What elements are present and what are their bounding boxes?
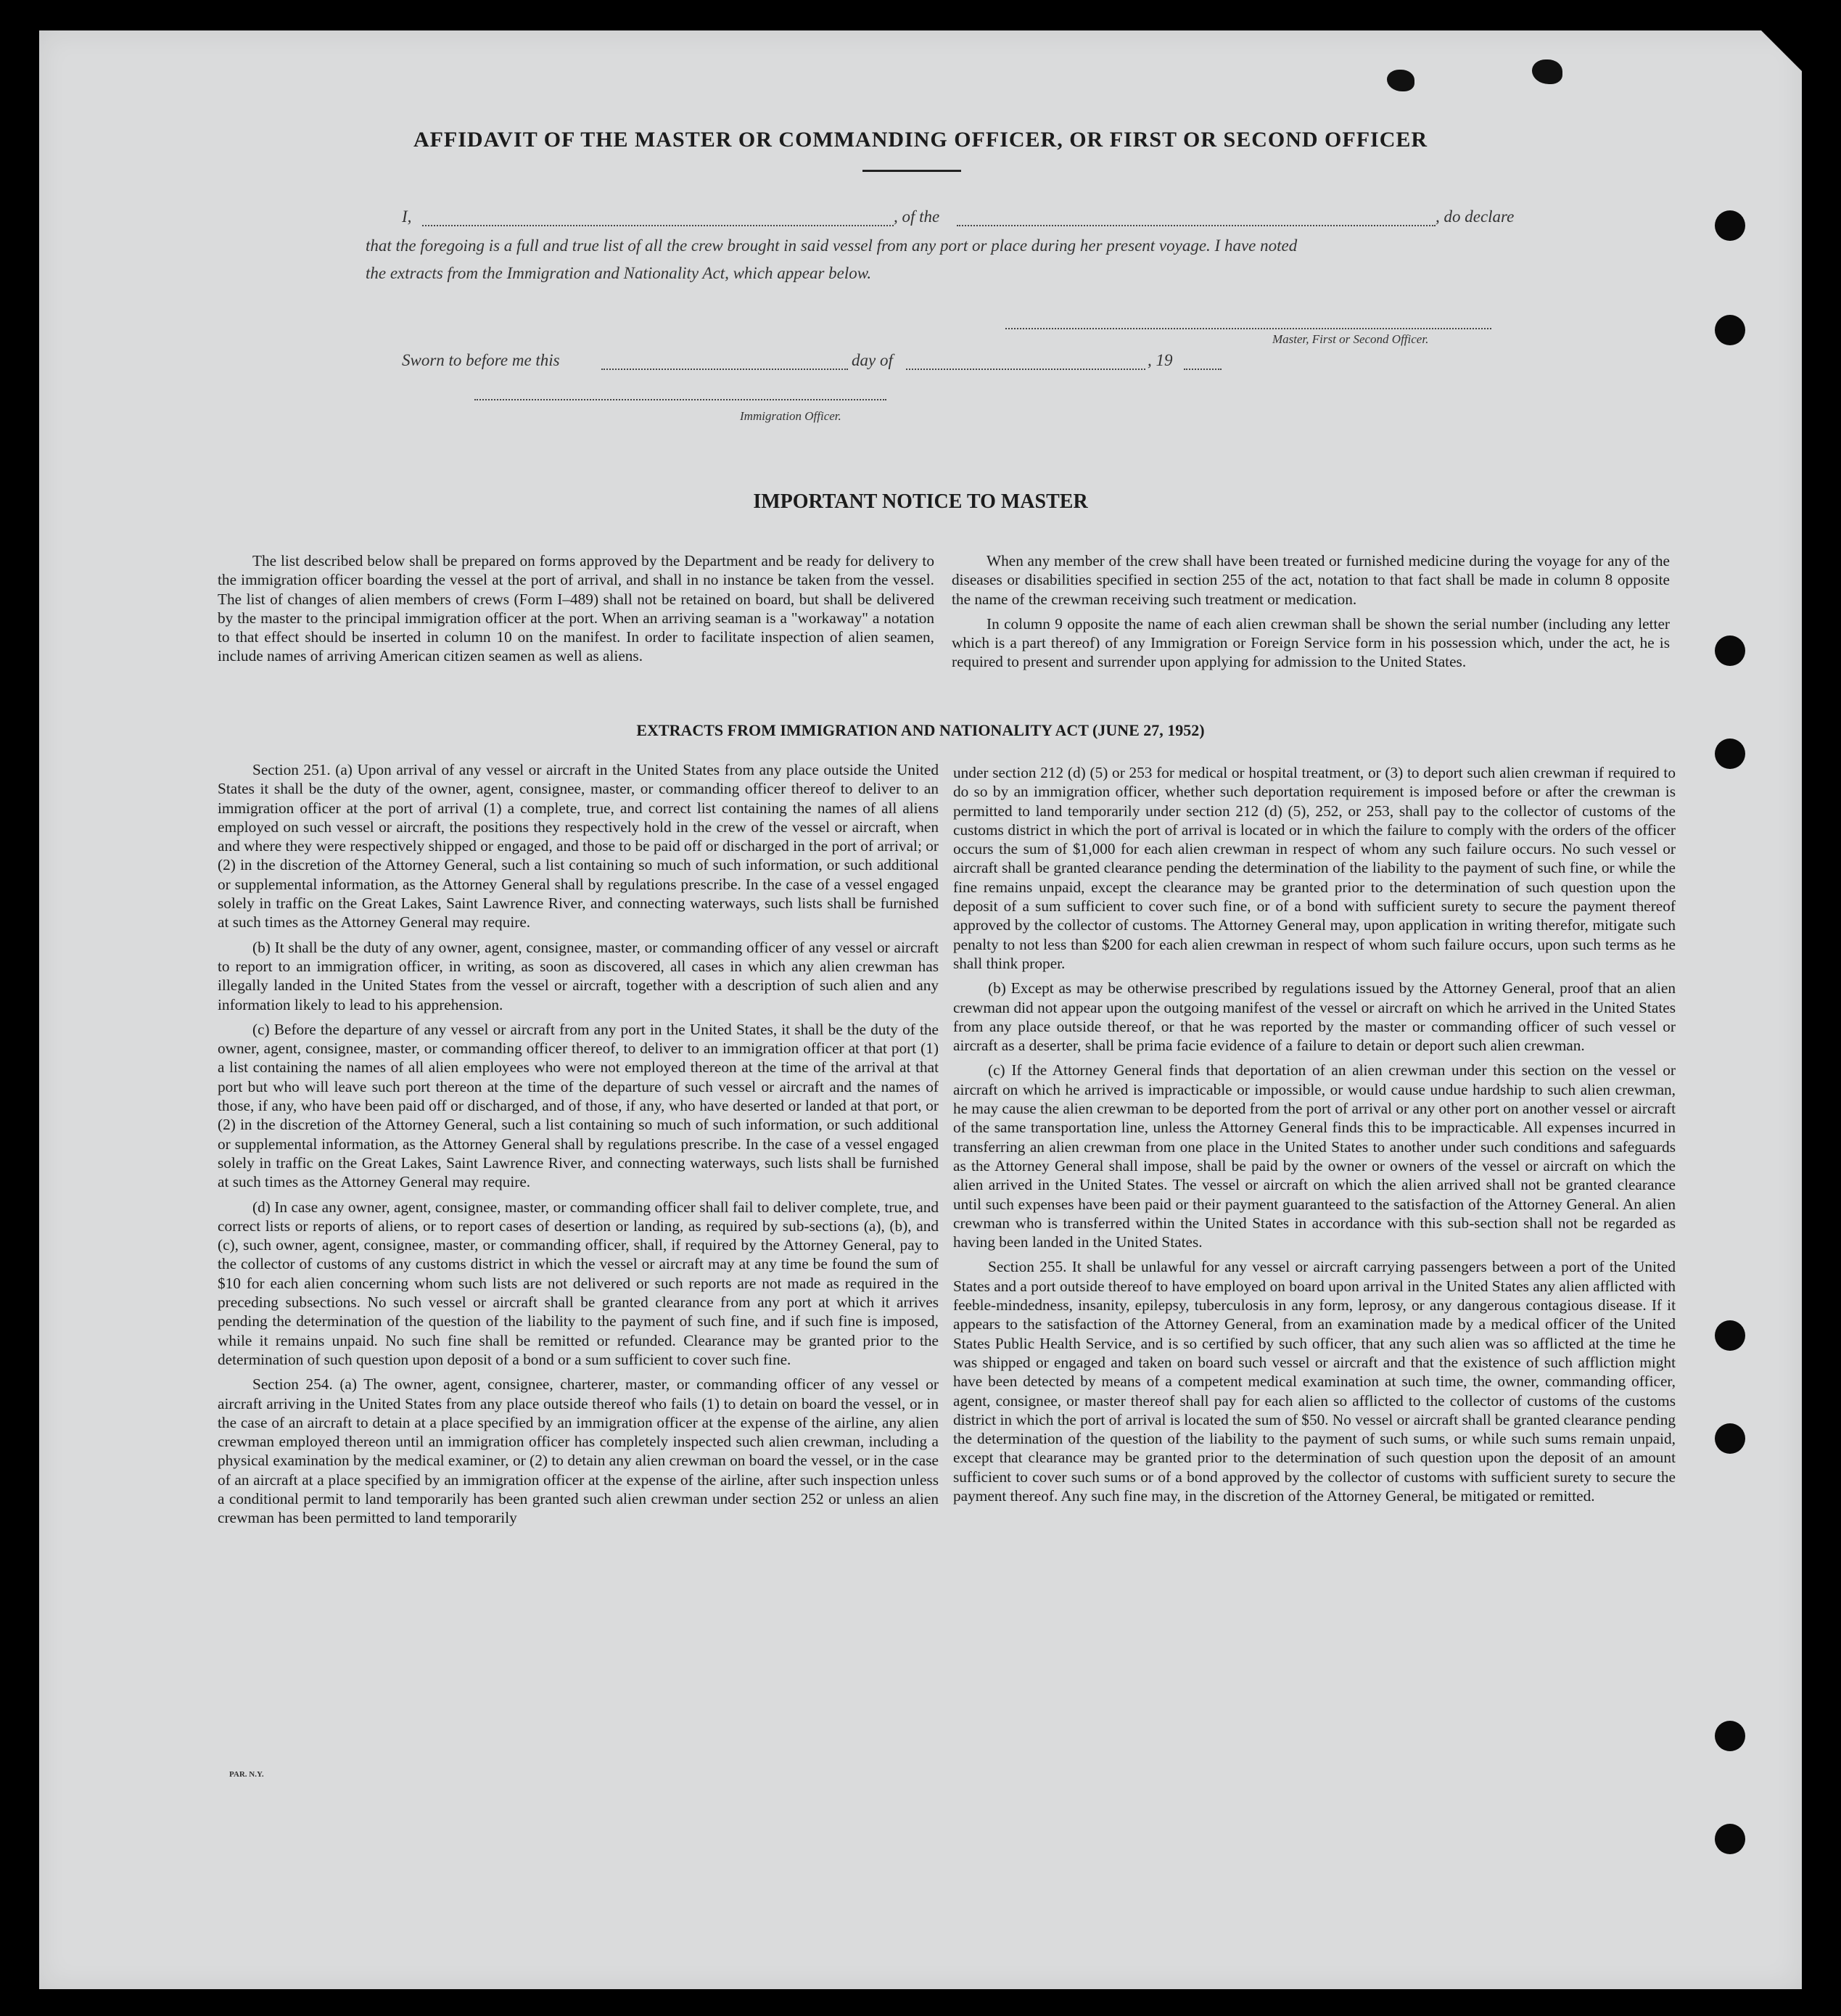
- vessel-blank[interactable]: [957, 225, 1436, 226]
- ink-blot: [1532, 59, 1562, 84]
- notice-right-paragraph-1: When any member of the crew shall have been treated or furnished medicine during the voyage for any of the diseases or disabilities specified in section 255 of the act, notation to that fact shall be made in column 8 opposite the name of the crewman receiving such treatment or medication.: [952, 552, 1670, 608]
- affidavit-declare-label: , do declare: [1436, 207, 1515, 226]
- master-signature-blank[interactable]: [1005, 328, 1491, 329]
- affidavit-line-2: that the foregoing is a full and true list of all the crew brought in said vessel from any port or place during her present voyage. I have noted: [366, 236, 1298, 255]
- section-254-c: (c) If the Attorney General finds that deportation of an alien crewman under this section on the vessel or aircraft on which he arrived is impracticable or impossible, or would cause undue hardship to such alien crewman, he may cause the alien crewman to be deported from the port of arrival or any other port on another vessel or aircraft of the same transportation line, unless the Attorney General finds this to be impracticable. All expenses incurred in transferring an alien crewman from one place in the United States to another under such conditions and safeguards as the Attorney General shall impose, shall be paid by the owner or owners of the vessel or aircraft on which the alien arrived in the United States. The vessel or aircraft on which the alien arrived shall not be granted clearance until such expenses have been paid or their payment guaranteed to the satisfaction of the Attorney General. An alien crewman who is transferred within the United States in accordance with this sub-section shall not be regarded as having been landed in the United States.: [953, 1061, 1676, 1251]
- punch-hole: [1715, 1320, 1745, 1351]
- notice-left-column: [218, 551, 934, 666]
- officer-caption: Immigration Officer.: [740, 409, 841, 423]
- sworn-label: Sworn to before me this: [402, 351, 560, 369]
- affidavit-line-3: the extracts from the Immigration and Nationality Act, which appear below.: [366, 264, 872, 282]
- section-255: Section 255. It shall be unlawful for any vessel or aircraft carrying passengers between a port of the United States and a port outside thereof to have employed on board upon arrival in the United States any alien afflicted with feeble-mindedness, insanity, epilepsy, tuberculosis in any form, leprosy, or any dangerous contagious disease. If it appears to the satisfaction of the Attorney General, from an examination made by a medical officer of the United States Public Health Service, and is so certified by such officer, that any such alien was so afflicted at the time he was shipped or engaged and taken on board such vessel or aircraft and that the existence of such affliction might have been detected by means of a competent medical examination at such time, the owner, commanding officer, agent, consignee, or master thereof shall pay for each alien so afflicted to the collector of customs of the customs district in which the port of arrival is located the sum of $50. No vessel or aircraft shall be granted clearance pending the determination of the question of the liability to the payment of such sums, or while such sums remain unpaid, except that clearance may be granted prior to the determination of such question upon the deposit of an amount sufficient to cover such sums or of a bond approved by the collector of customs with sufficient surety to secure the payment thereof. Any such fine may, in the discretion of the Attorney General, be mitigated or remitted.: [953, 1258, 1676, 1505]
- section-251-c: (c) Before the departure of any vessel or aircraft from any port in the United States, it shall be the duty of the owner, agent, consignee, master, or commanding officer thereof, to deliver to an immigration officer at that port (1) a list containing the names of all alien employees who were not employed thereon at the time of the arrival at that port but who will leave such port thereon at the time of the departure of such vessel or aircraft and the names of those, if any, who have been paid off or discharged, and of those, if any, who have deserted or landed at that port, or (2) in the discretion of the Attorney General, such a list containing so much of such information, or such additional or supplemental information, as the Attorney General shall by regulations prescribe. In the case of a vessel engaged solely in traffic on the Great Lakes, Saint Lawrence River, and connecting waterways, such lists shall be furnished at such times as the Attorney General may require.: [218, 1020, 939, 1191]
- printer-mark: PAR. N.Y.: [229, 1770, 264, 1779]
- day-of-label: day of: [852, 351, 893, 369]
- affidavit-title: AFFIDAVIT OF THE MASTER OR COMMANDING OFFICER, OR FIRST OR SECOND OFFICER: [413, 128, 1428, 152]
- sworn-month-blank[interactable]: [906, 369, 1145, 370]
- extracts-title: EXTRACTS FROM IMMIGRATION AND NATIONALITY ACT (JUNE 27, 1952): [636, 721, 1205, 739]
- notice-left-paragraph: The list described below shall be prepared on forms approved by the Department and be ready for delivery to the immigration officer boarding the vessel at the port of arrival, and shall in no instance be taken from the vessel. The list of changes of alien members of crews (Form I–489) shall not be retained on board, but shall be delivered by the master to the principal immigration officer at the port. When an arriving seaman is a "workaway" a notation to that effect should be inserted in column 10 on the manifest. In order to facilitate inspection of alien seamen, include names of arriving American citizen seamen as well as aliens.: [218, 552, 934, 665]
- ink-blot: [1387, 70, 1414, 91]
- section-254-b: (b) Except as may be otherwise prescribed by regulations issued by the Attorney General, proof that an alien crewman did not appear upon the outgoing manifest of the vessel or aircraft on which he arrived in the United States from any place outside thereof, or that he was reported by the master or commanding officer of such vessel or aircraft as a deserter, shall be prima facie evidence of a failure to detain or deport such alien crewman.: [953, 979, 1676, 1055]
- section-251-b: (b) It shall be the duty of any owner, agent, consignee, master, or commanding officer of any vessel or aircraft to report to an immigration officer, in writing, as soon as discovered, all cases in which any alien crewman has illegally landed in the United States from the vessel or aircraft, together with a description of such alien and any information likely to lead to his apprehension.: [218, 938, 939, 1013]
- affidavit-i-label: I,: [402, 207, 412, 226]
- affidavit-of-label: , of the: [894, 207, 940, 226]
- sworn-day-blank[interactable]: [601, 369, 848, 370]
- notice-right-paragraph-2: In column 9 opposite the name of each alien crewman shall be shown the serial number (including any letter which is a part thereof) of any Immigration or Foreign Service form in his possession which, under the act, he is required to present and surrender upon applying for admission to the United States.: [952, 614, 1670, 671]
- extracts-right-column: [953, 763, 1676, 1505]
- punch-hole: [1715, 635, 1745, 666]
- name-blank[interactable]: [422, 225, 894, 226]
- punch-hole: [1715, 1423, 1745, 1454]
- punch-hole: [1715, 1721, 1745, 1751]
- punch-hole: [1715, 1824, 1745, 1854]
- title-underline: [862, 170, 961, 172]
- punch-hole: [1715, 210, 1745, 241]
- year-label: , 19: [1148, 351, 1173, 369]
- section-254-a-continued: under section 212 (d) (5) or 253 for medical or hospital treatment, or (3) to deport such alien crewman if required to do so by an immigration officer, whether such deportation requirement is imposed before or after the crewman is permitted to land temporarily under section 212 (d) (5), 252, or 253, shall pay to the collector of customs of the customs district in which the port of arrival is located or in which the failure to comply with the orders of the officer occurs the sum of $1,000 for each alien crewman in respect of whom any such failure occurs. No such vessel or aircraft shall be granted clearance pending the determination of the liability to the payment of such fine, or while the fine remains unpaid, except the clearance may be granted prior to the determination of such question upon the deposit of a sum sufficient to cover such fine, or of a bond with sufficient surety to secure the payment thereof approved by the collector of customs. The Attorney General may, upon application in writing therefor, mitigate such penalty to not less than $200 for each alien crewman in respect of whom such failure occurs, upon such terms as he shall think proper.: [953, 764, 1676, 972]
- page-corner-notch: [1760, 29, 1803, 73]
- officer-signature-blank[interactable]: [474, 399, 886, 400]
- punch-hole: [1715, 738, 1745, 769]
- year-blank[interactable]: [1184, 369, 1222, 370]
- notice-right-column: [952, 551, 1670, 672]
- form-page: [39, 30, 1802, 1989]
- section-251-d: (d) In case any owner, agent, consignee, master, or commanding officer shall fail to deliver complete, true, and correct lists or reports of aliens, or to report cases of desertion or landing, as required by sub-sections (a), (b), and (c), such owner, agent, consignee, master, or commanding officer, shall, if required by the Attorney General, pay to the collector of customs of any customs district in which the vessel or aircraft may at any time be found the sum of $10 for each alien concerning whom such lists are not delivered or such reports are not made as required in the preceding subsections. No such vessel or aircraft shall be granted clearance from any port at which it arrives pending the determination of the question of the liability to the payment of such fine, and if such fine is imposed, while it remains unpaid. No such fine shall be remitted or refunded. Clearance may be granted prior to the determination of such question upon deposit of a bond or a sum sufficient to cover such fine.: [218, 1198, 939, 1368]
- section-254-a: Section 254. (a) The owner, agent, consignee, charterer, master, or commanding officer of any vessel or aircraft arriving in the United States from any place outside thereof who fails (1) to detain on board the vessel, or in the case of an aircraft to detain at a place specified by an immigration officer at the expense of the airline, any alien crewman employed thereon until an immigration officer has completely inspected such alien crewman, including a physical examination by the medical examiner, or (2) to detain any alien crewman on board the vessel, or in the case of an aircraft at a place specified by an immigration officer at the expense of the airline, after such inspection unless a conditional permit to land temporarily has been granted such alien crewman under section 252 or unless an alien crewman has been permitted to land temporarily: [218, 1375, 939, 1527]
- section-251-a: Section 251. (a) Upon arrival of any vessel or aircraft in the United States from any place outside the United States it shall be the duty of the owner, agent, consignee, master, or commanding officer thereof to deliver to an immigration officer at the port of arrival (1) a complete, true, and correct list containing the names of all aliens employed on such vessel or aircraft, the positions they respectively hold in the crew of the vessel or aircraft, when and where they were respectively shipped or engaged, and those to be paid off or discharged in the port of arrival; or (2) in the discretion of the Attorney General, such a list containing so much of such information, or such additional or supplemental information, as the Attorney General shall by regulations prescribe. In the case of a vessel engaged solely in traffic on the Great Lakes, Saint Lawrence River, and connecting waterways, such lists shall be furnished at such times as the Attorney General may require.: [218, 761, 939, 931]
- extracts-left-column: [218, 760, 939, 1528]
- master-caption: Master, First or Second Officer.: [1272, 332, 1429, 346]
- notice-title: IMPORTANT NOTICE TO MASTER: [753, 490, 1088, 513]
- punch-hole: [1715, 315, 1745, 345]
